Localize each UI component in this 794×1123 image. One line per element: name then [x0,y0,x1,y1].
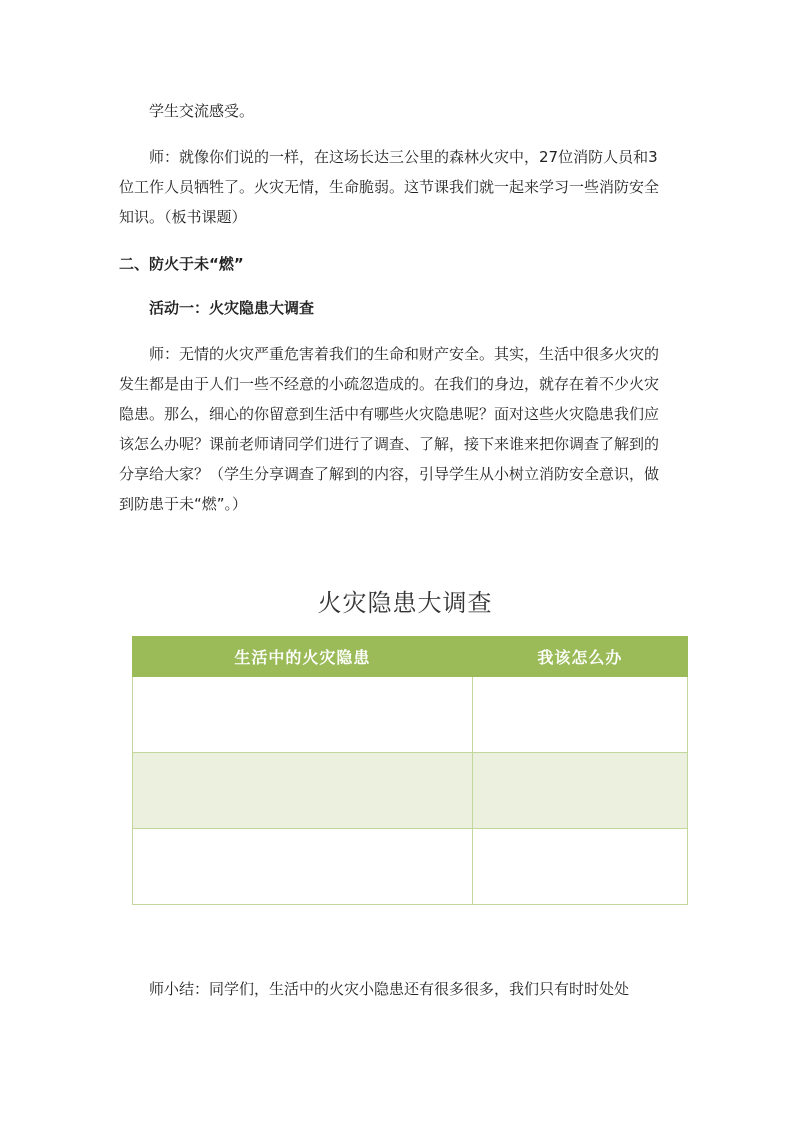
table-row [133,753,688,829]
table-cell [133,677,473,753]
activity-heading: 活动一：火灾隐患大调查 [149,299,315,317]
table-row [133,829,688,905]
table-cell [472,677,687,753]
survey-header-hazards: 生活中的火灾隐患 [133,637,473,677]
table-cell [133,829,473,905]
paragraph-teacher-summary: 师小结：同学们，生活中的火灾小隐患还有很多很多，我们只有时时处处 [149,980,630,998]
paragraph-teacher-intro: 师：就像你们说的一样，在这场长达三公里的森林火灾中，27位消防人员和3位工作人员牺牲了。火灾无情，生命脆弱。这节课我们就一起来学习一些消防安全知识。（板书课题） [119,148,660,226]
paragraph-teacher-explanation: 师：无情的火灾严重危害着我们的生命和财产安全。其实，生活中很多火灾的发生都是由于人们一些不经意的小疏忽造成的。在我们的身边，就存在着不少火灾隐患。那么，细心的你留意到生活中有哪些火灾隐患呢？面对这些火灾隐患我们应该怎么办呢？课前老师请同学们进行了调查、了解，接下来谁来把你调查了解到的分享给大家？（学生分享调查了解到的内容，引导学生从小树立消防安全意识，做到防患于未“燃”。） [119,345,660,513]
survey-header-row [133,637,688,677]
survey-header-actions: 我该怎么办 [472,637,687,677]
survey-table [132,636,688,905]
table-cell [472,753,687,829]
table-cell [133,753,473,829]
table-row [133,677,688,753]
table-cell [472,829,687,905]
section-heading: 二、防火于未“燃” [119,255,244,273]
paragraph-student-feedback: 学生交流感受。 [149,102,255,120]
survey-title: 火灾隐患大调查 [317,589,493,617]
